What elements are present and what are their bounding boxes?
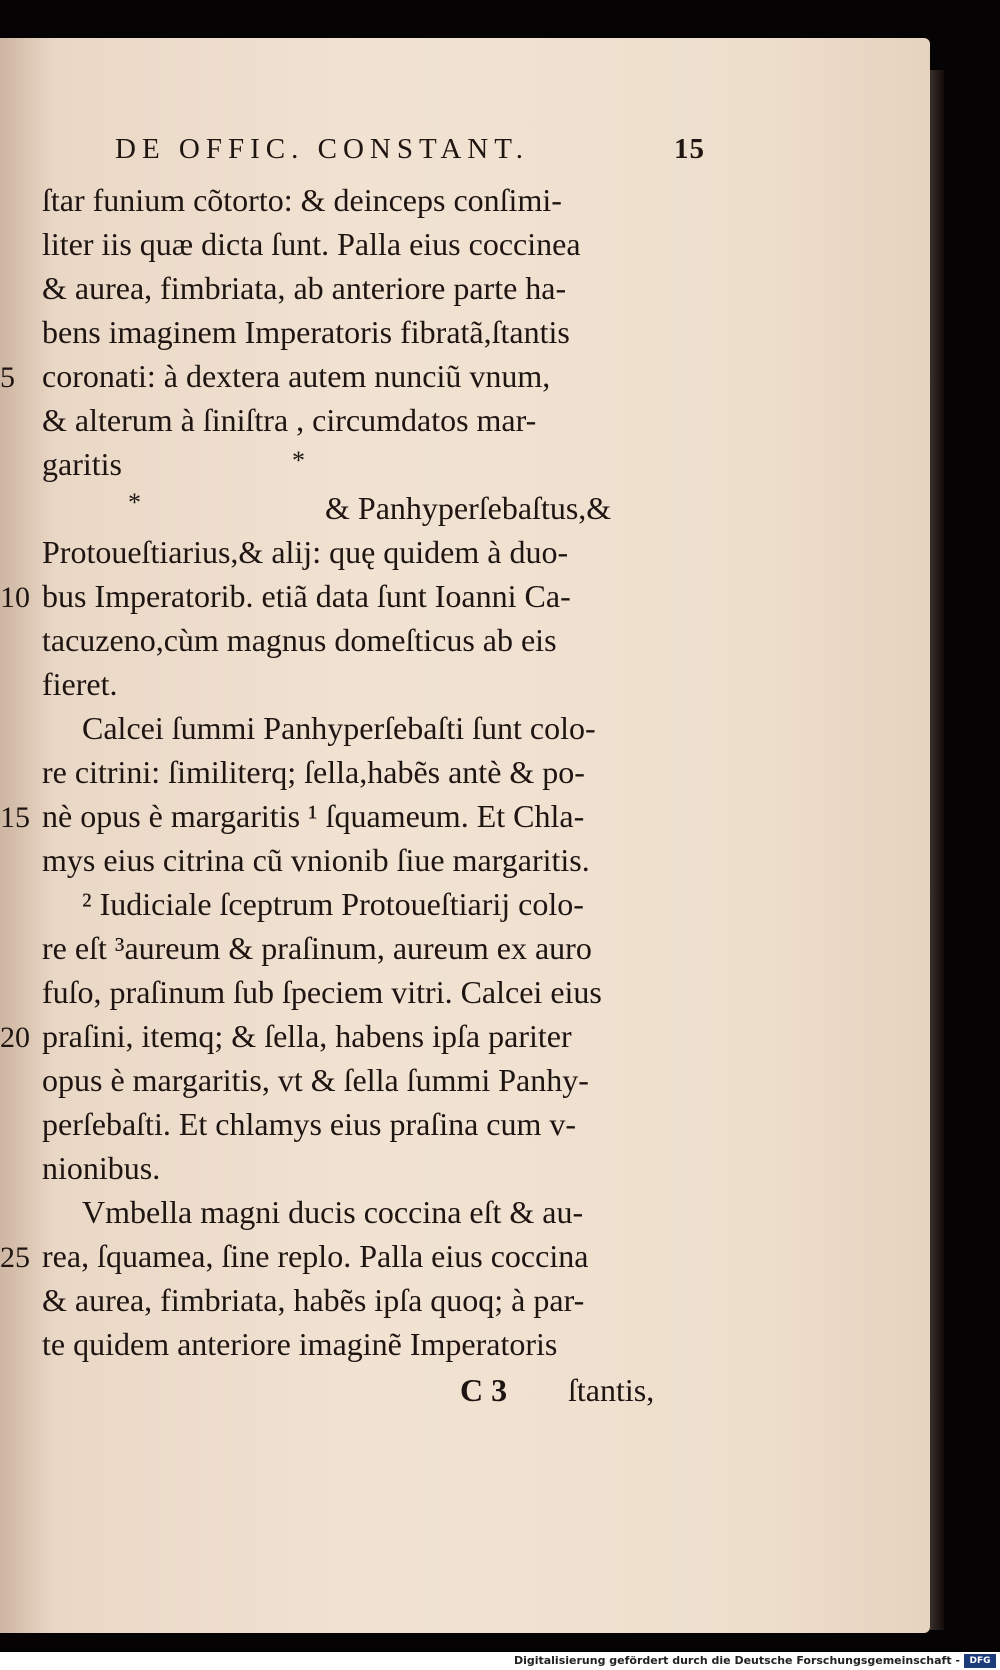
running-title: DE OFFIC. CONSTANT.: [115, 133, 530, 165]
text-line: rea, ſquamea, ſine replo. Palla eius coccina: [42, 1238, 589, 1274]
text-line: coronati: à dextera autem nunciũ vnum,: [42, 358, 551, 394]
text-line: Calcei ſummi Panhyperſebaſti ſunt colo-: [82, 710, 596, 746]
text-line: mys eius citrina cũ vnionib ſiue margaritis.: [42, 842, 590, 878]
text-line: Protoueſtiarius,& alij: quę quidem à duo-: [42, 534, 569, 570]
margin-line-number: 15: [0, 801, 30, 834]
credit-bar: [0, 1652, 1000, 1670]
text-line: Vmbella magni ducis coccina eſt & au-: [82, 1194, 584, 1230]
text-line: opus è margaritis, vt & ſella ſummi Panhy-: [42, 1062, 589, 1098]
page-number: 15: [674, 133, 705, 165]
text-line: perſebaſti. Et chlamys eius praſina cum v-: [42, 1106, 577, 1142]
margin-line-number: 25: [0, 1241, 30, 1274]
text-line: liter iis quæ dicta ſunt. Palla eius coccinea: [42, 226, 581, 262]
credit-text: Digitalisierung gefördert durch die Deutsche Forschungsgemeinschaft -: [513, 1654, 960, 1667]
running-header: [115, 133, 705, 173]
text-line: nionibus.: [42, 1150, 161, 1186]
text-line: tacuzeno,cùm magnus domeſticus ab eis: [42, 622, 557, 658]
omission-star: *: [128, 488, 141, 517]
page-edge: [930, 70, 944, 1630]
catchword: ſtantis,: [568, 1372, 655, 1408]
omission-star: *: [292, 446, 305, 475]
text-line: bus Imperatorib. etiã data ſunt Ioanni Ca-: [42, 578, 571, 614]
text-line: bens imaginem Imperatoris fibratã,ſtantis: [42, 314, 570, 350]
text-line: praſini, itemq; & ſella, habens ipſa pariter: [42, 1018, 572, 1054]
text-line: ² Iudiciale ſceptrum Protoueſtiarij colo-: [82, 886, 584, 922]
text-line: fieret.: [42, 666, 118, 702]
text-line: & aurea, fimbriata, habẽs ipſa quoq; à par-: [42, 1282, 585, 1318]
margin-line-number: 5: [0, 361, 15, 394]
dfg-logo: DFG: [964, 1654, 996, 1668]
margin-line-number: 10: [0, 581, 30, 614]
text-line: & alterum à ſiniſtra , circumdatos mar-: [42, 402, 537, 438]
text-line: re citrini: ſimiliterq; ſella,habẽs antè & po-: [42, 754, 585, 790]
margin-line-number: 20: [0, 1021, 30, 1054]
text-line: re eſt ³aureum & praſinum, aureum ex auro: [42, 930, 592, 966]
text-line: & aurea, fimbriata, ab anteriore parte ha-: [42, 270, 567, 306]
text-line: fuſo, praſinum ſub ſpeciem vitri. Calcei eius: [42, 974, 602, 1010]
text-line: ſtar funium cõtorto: & deinceps conſimi-: [42, 182, 562, 218]
text-line: te quidem anteriore imaginẽ Imperatoris: [42, 1326, 558, 1362]
text-line: nè opus è margaritis ¹ ſquameum. Et Chla-: [42, 798, 585, 834]
signature-mark: C 3: [460, 1372, 508, 1408]
text-line: garitis: [42, 446, 122, 482]
text-line: & Panhyperſebaſtus,&: [325, 490, 612, 526]
